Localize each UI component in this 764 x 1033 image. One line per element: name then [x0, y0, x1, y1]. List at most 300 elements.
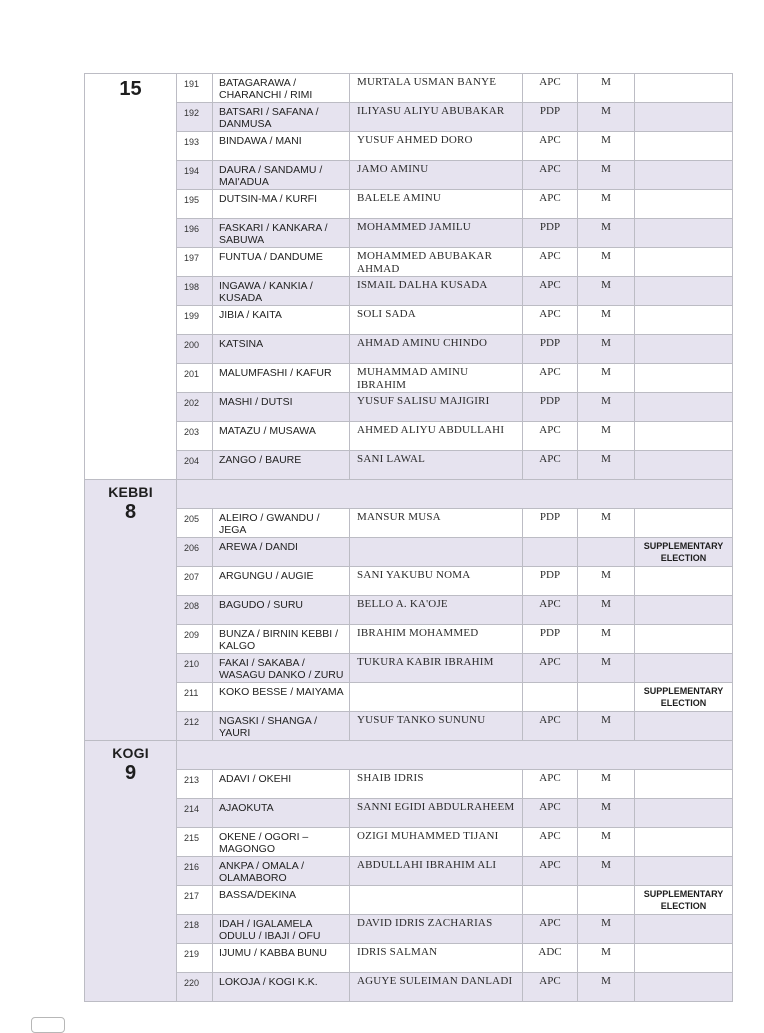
party [523, 915, 578, 944]
gender [578, 799, 635, 828]
table-row [85, 770, 733, 799]
gender [578, 567, 635, 596]
party-text: PDP [539, 569, 561, 581]
gender [578, 828, 635, 857]
party-text: APC [539, 279, 561, 291]
row-number [177, 828, 213, 857]
row-number-text: 211 [184, 688, 199, 698]
constituency [213, 625, 350, 654]
candidate-name-text: SANI YAKUBU NOMA [357, 569, 471, 581]
gender [578, 596, 635, 625]
table-row [85, 567, 733, 596]
constituency [213, 103, 350, 132]
party-text: APC [539, 772, 561, 784]
candidate-name-text: AHMED ALIYU ABDULLAHI [357, 424, 505, 436]
state-header-row [85, 741, 733, 770]
table-row [85, 828, 733, 857]
row-number [177, 857, 213, 886]
candidate-name-text: IBRAHIM MOHAMMED [357, 627, 479, 639]
row-number-text: 202 [184, 398, 200, 408]
row-number-text: 209 [184, 630, 200, 640]
gender [578, 451, 635, 480]
gender-text: M [601, 163, 611, 175]
state-seat-count: 15 [119, 78, 142, 100]
table-row [85, 509, 733, 538]
candidate-name [350, 335, 523, 364]
table-row [85, 683, 733, 712]
gender [578, 132, 635, 161]
party-text: APC [539, 714, 561, 726]
candidate-name [350, 712, 523, 741]
constituency [213, 857, 350, 886]
party [523, 335, 578, 364]
gender-text: M [601, 424, 611, 436]
candidate-name [350, 538, 523, 567]
constituency-text: BUNZA / BIRNIN KEBBI / KALGO [219, 628, 339, 652]
constituency-text: DAURA / SANDAMU / MAI'ADUA [219, 164, 323, 188]
remark [635, 973, 733, 1002]
row-number-text: 212 [184, 717, 200, 727]
gender [578, 248, 635, 277]
gender-text: M [601, 308, 611, 320]
constituency [213, 654, 350, 683]
constituency [213, 248, 350, 277]
row-number [177, 393, 213, 422]
row-number [177, 306, 213, 335]
constituency-text: MALUMFASHI / KAFUR [219, 367, 332, 379]
gender [578, 103, 635, 132]
candidate-name-text: OZIGI MUHAMMED TIJANI [357, 830, 499, 842]
state-header-blank [177, 480, 733, 509]
party-text: PDP [539, 627, 561, 639]
constituency [213, 683, 350, 712]
row-number-text: 220 [184, 978, 200, 988]
party-text: PDP [539, 395, 561, 407]
table-row [85, 219, 733, 248]
constituency [213, 944, 350, 973]
constituency [213, 74, 350, 103]
party-text: APC [539, 163, 561, 175]
remark [635, 567, 733, 596]
party-text: APC [539, 656, 561, 668]
party-text: APC [539, 859, 561, 871]
gender [578, 915, 635, 944]
gender-text: M [601, 192, 611, 204]
candidate-name-text: YUSUF TANKO SUNUNU [357, 714, 486, 726]
remark [635, 538, 733, 567]
constituency [213, 509, 350, 538]
table-row [85, 306, 733, 335]
candidate-name-text: SHAIB IDRIS [357, 772, 424, 784]
row-number [177, 886, 213, 915]
candidate-name [350, 799, 523, 828]
party [523, 712, 578, 741]
remark-text: SUPPLEMENTARY ELECTION [643, 541, 724, 563]
table-row [85, 596, 733, 625]
gender [578, 509, 635, 538]
party [523, 277, 578, 306]
constituency-text: BAGUDO / SURU [219, 599, 304, 611]
candidate-name [350, 567, 523, 596]
table-row [85, 161, 733, 190]
page-corner-tab [31, 1017, 65, 1033]
table-row [85, 654, 733, 683]
party-text: APC [539, 308, 561, 320]
gender [578, 654, 635, 683]
row-number [177, 509, 213, 538]
party-text: APC [539, 134, 561, 146]
row-number [177, 74, 213, 103]
table-row [85, 886, 733, 915]
row-number-text: 192 [184, 108, 200, 118]
party-text: PDP [539, 511, 561, 523]
candidate-name-text: SOLI SADA [357, 308, 416, 320]
remark [635, 132, 733, 161]
party [523, 857, 578, 886]
row-number [177, 451, 213, 480]
party-text: APC [539, 424, 561, 436]
gender [578, 364, 635, 393]
constituency [213, 219, 350, 248]
party [523, 886, 578, 915]
gender [578, 161, 635, 190]
party [523, 625, 578, 654]
gender-text: M [601, 511, 611, 523]
party [523, 770, 578, 799]
table-row [85, 74, 733, 103]
constituency-text: AREWA / DANDI [219, 541, 298, 553]
candidate-name [350, 132, 523, 161]
gender [578, 393, 635, 422]
constituency-text: IDAH / IGALAMELA ODULU / IBAJI / OFU [219, 918, 321, 942]
row-number-text: 210 [184, 659, 200, 669]
row-number [177, 538, 213, 567]
state-header-blank [177, 741, 733, 770]
candidate-name-text: DAVID IDRIS ZACHARIAS [357, 917, 493, 929]
candidate-name [350, 596, 523, 625]
party-text: APC [539, 192, 561, 204]
party [523, 190, 578, 219]
party [523, 509, 578, 538]
gender [578, 219, 635, 248]
candidate-name [350, 683, 523, 712]
state-cell [85, 480, 177, 741]
table-row [85, 799, 733, 828]
constituency-text: ANKPA / OMALA / OLAMABORO [219, 860, 305, 884]
candidate-name [350, 74, 523, 103]
party [523, 422, 578, 451]
constituency-text: KATSINA [219, 338, 264, 350]
state-seat-count: 8 [124, 501, 137, 523]
row-number-text: 208 [184, 601, 200, 611]
candidate-name-text: JAMO AMINU [357, 163, 429, 175]
candidate-name [350, 944, 523, 973]
table-row [85, 944, 733, 973]
state-cell [85, 74, 177, 480]
gender-text: M [601, 366, 611, 378]
party-text: ADC [538, 946, 562, 958]
remark [635, 306, 733, 335]
constituency-text: DUTSIN-MA / KURFI [219, 193, 318, 205]
gender [578, 422, 635, 451]
party-text: APC [539, 801, 561, 813]
row-number [177, 944, 213, 973]
constituency [213, 132, 350, 161]
candidate-name [350, 625, 523, 654]
table-row [85, 625, 733, 654]
row-number-text: 201 [184, 369, 200, 379]
row-number [177, 364, 213, 393]
party [523, 103, 578, 132]
candidate-name [350, 161, 523, 190]
constituency [213, 973, 350, 1002]
remark [635, 74, 733, 103]
constituency-text: FASKARI / KANKARA / SABUWA [219, 222, 328, 246]
party-text: APC [539, 975, 561, 987]
gender-text: M [601, 627, 611, 639]
constituency-text: INGAWA / KANKIA / KUSADA [219, 280, 313, 304]
gender [578, 625, 635, 654]
constituency-text: LOKOJA / KOGI K.K. [219, 976, 318, 988]
row-number [177, 335, 213, 364]
gender [578, 74, 635, 103]
candidate-name [350, 219, 523, 248]
gender [578, 277, 635, 306]
row-number [177, 596, 213, 625]
remark [635, 915, 733, 944]
row-number [177, 683, 213, 712]
table-row [85, 538, 733, 567]
remark [635, 364, 733, 393]
table-row [85, 422, 733, 451]
gender [578, 770, 635, 799]
row-number [177, 248, 213, 277]
constituency-text: FAKAI / SAKABA / WASAGU DANKO / ZURU [219, 657, 344, 681]
constituency-text: OKENE / OGORI – MAGONGO [219, 831, 309, 855]
gender-text: M [601, 830, 611, 842]
gender [578, 973, 635, 1002]
constituency [213, 886, 350, 915]
gender [578, 857, 635, 886]
candidate-name [350, 770, 523, 799]
gender-text: M [601, 772, 611, 784]
table-row [85, 248, 733, 277]
row-number [177, 915, 213, 944]
row-number [177, 132, 213, 161]
state-seat-count: 9 [124, 762, 137, 784]
candidate-name [350, 654, 523, 683]
constituency-text: BATAGARAWA / CHARANCHI / RIMI [219, 77, 313, 101]
constituency [213, 596, 350, 625]
candidate-name-text: SANNI EGIDI ABDULRAHEEM [357, 801, 515, 813]
constituency [213, 712, 350, 741]
table-row [85, 857, 733, 886]
candidate-name-text: SANI LAWAL [357, 453, 426, 465]
gender-text: M [601, 946, 611, 958]
constituency [213, 161, 350, 190]
party [523, 248, 578, 277]
constituency [213, 770, 350, 799]
table-row [85, 393, 733, 422]
remark [635, 857, 733, 886]
constituency-text: ADAVI / OKEHI [219, 773, 292, 785]
candidate-name-text: MANSUR MUSA [357, 511, 441, 523]
remark [635, 161, 733, 190]
gender-text: M [601, 337, 611, 349]
gender-text: M [601, 279, 611, 291]
gender-text: M [601, 105, 611, 117]
table-row [85, 277, 733, 306]
row-number [177, 190, 213, 219]
row-number-text: 214 [184, 804, 200, 814]
candidate-name-text: MUHAMMAD AMINU IBRAHIM [357, 366, 469, 391]
row-number [177, 770, 213, 799]
candidate-name [350, 857, 523, 886]
row-number-text: 213 [184, 775, 200, 785]
row-number [177, 161, 213, 190]
row-number [177, 799, 213, 828]
candidate-name-text: IDRIS SALMAN [357, 946, 438, 958]
candidate-name [350, 422, 523, 451]
party [523, 161, 578, 190]
row-number-text: 207 [184, 572, 200, 582]
constituency-text: NGASKI / SHANGA / YAURI [219, 715, 318, 739]
candidate-name-text: MURTALA USMAN BANYE [357, 76, 497, 88]
remark [635, 654, 733, 683]
party [523, 683, 578, 712]
row-number-text: 191 [184, 79, 200, 89]
state-name: KEBBI [108, 484, 153, 500]
remark [635, 509, 733, 538]
constituency [213, 915, 350, 944]
gender-text: M [601, 801, 611, 813]
gender-text: M [601, 656, 611, 668]
constituency [213, 335, 350, 364]
constituency-text: FUNTUA / DANDUME [219, 251, 323, 263]
remark [635, 422, 733, 451]
constituency-text: MASHI / DUTSI [219, 396, 293, 408]
candidate-name-text: BELLO A. KA'OJE [357, 598, 448, 610]
party [523, 219, 578, 248]
gender-text: M [601, 714, 611, 726]
remark [635, 335, 733, 364]
constituency-text: KOKO BESSE / MAIYAMA [219, 686, 344, 698]
row-number-text: 197 [184, 253, 200, 263]
constituency [213, 567, 350, 596]
remark [635, 219, 733, 248]
candidate-name-text: MOHAMMED JAMILU [357, 221, 471, 233]
gender-text: M [601, 917, 611, 929]
candidate-name [350, 393, 523, 422]
constituency [213, 451, 350, 480]
row-number-text: 215 [184, 833, 200, 843]
constituency-text: ALEIRO / GWANDU / JEGA [219, 512, 320, 536]
constituency [213, 538, 350, 567]
remark [635, 596, 733, 625]
row-number-text: 200 [184, 340, 200, 350]
row-number [177, 219, 213, 248]
candidate-name-text: TUKURA KABIR IBRAHIM [357, 656, 494, 668]
gender [578, 190, 635, 219]
state-name: KOGI [112, 745, 149, 761]
party-text: PDP [539, 221, 561, 233]
constituency-text: ARGUNGU / AUGIE [219, 570, 314, 582]
table-row [85, 103, 733, 132]
candidate-name [350, 973, 523, 1002]
constituency-text: IJUMU / KABBA BUNU [219, 947, 327, 959]
party [523, 973, 578, 1002]
row-number-text: 198 [184, 282, 200, 292]
candidate-name-text: MOHAMMED ABUBAKAR AHMAD [357, 250, 493, 275]
gender [578, 538, 635, 567]
party-text: APC [539, 76, 561, 88]
constituency [213, 422, 350, 451]
row-number-text: 203 [184, 427, 200, 437]
results-table-body [85, 74, 733, 1002]
results-table [84, 73, 733, 1002]
remark [635, 103, 733, 132]
party [523, 538, 578, 567]
remark [635, 712, 733, 741]
constituency-text: ZANGO / BAURE [219, 454, 302, 466]
gender [578, 712, 635, 741]
gender-text: M [601, 598, 611, 610]
row-number-text: 206 [184, 543, 200, 553]
candidate-name [350, 886, 523, 915]
table-row [85, 451, 733, 480]
constituency-text: AJAOKUTA [219, 802, 274, 814]
gender [578, 683, 635, 712]
party [523, 451, 578, 480]
candidate-name-text: AHMAD AMINU CHINDO [357, 337, 488, 349]
state-header-row [85, 480, 733, 509]
row-number [177, 654, 213, 683]
table-row [85, 132, 733, 161]
gender-text: M [601, 221, 611, 233]
remark [635, 683, 733, 712]
party [523, 132, 578, 161]
constituency-text: BASSA/DEKINA [219, 889, 297, 901]
candidate-name [350, 306, 523, 335]
candidate-name [350, 828, 523, 857]
candidate-name [350, 451, 523, 480]
row-number [177, 973, 213, 1002]
candidate-name-text: BALELE AMINU [357, 192, 441, 204]
remark [635, 799, 733, 828]
candidate-name-text: ISMAIL DALHA KUSADA [357, 279, 488, 291]
table-row [85, 915, 733, 944]
gender-text: M [601, 859, 611, 871]
remark [635, 886, 733, 915]
candidate-name [350, 277, 523, 306]
row-number-text: 194 [184, 166, 200, 176]
remark [635, 828, 733, 857]
gender-text: M [601, 395, 611, 407]
remark [635, 770, 733, 799]
candidate-name [350, 364, 523, 393]
constituency-text: BINDAWA / MANI [219, 135, 302, 147]
gender-text: M [601, 76, 611, 88]
constituency [213, 306, 350, 335]
party [523, 596, 578, 625]
row-number [177, 103, 213, 132]
constituency [213, 393, 350, 422]
remark [635, 277, 733, 306]
gender-text: M [601, 453, 611, 465]
party [523, 74, 578, 103]
remark-text: SUPPLEMENTARY ELECTION [643, 889, 724, 911]
constituency [213, 799, 350, 828]
